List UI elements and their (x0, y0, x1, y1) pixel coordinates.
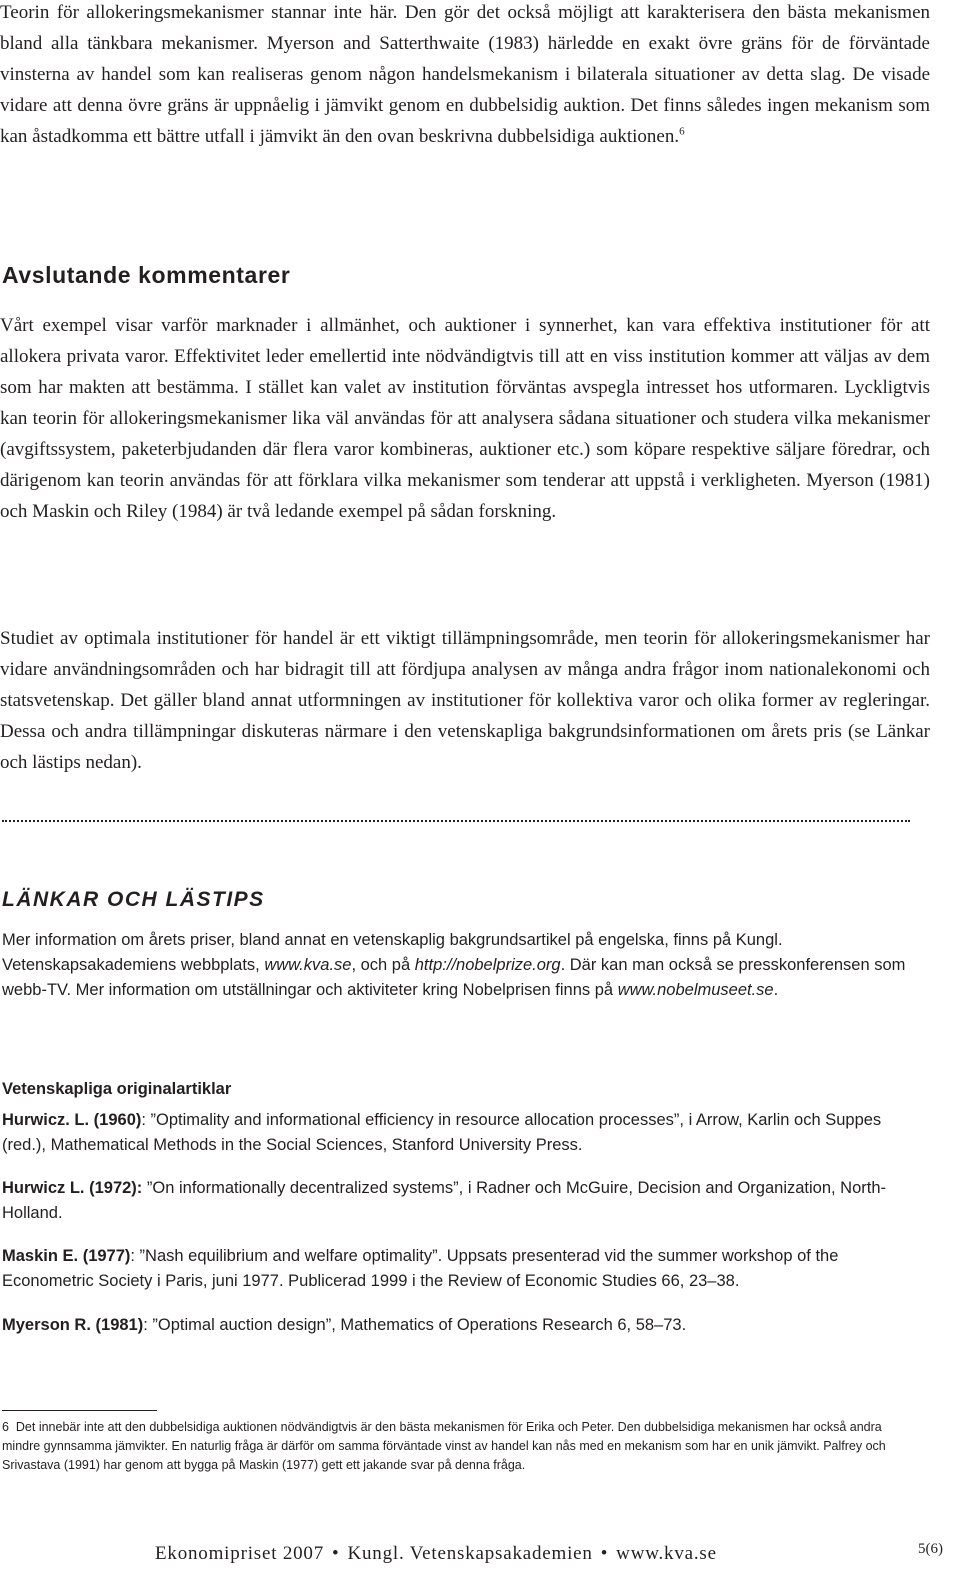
reference-item (2, 1313, 912, 1338)
page-footer (155, 1543, 717, 1565)
link-nobelprize[interactable]: http://nobelprize.org (414, 956, 561, 974)
footer-bullet: • (600, 1543, 609, 1564)
footnote-text: Det innebär inte att den dubbelsidiga auktionen nödvändigtvis är den bästa mekanismen för Erika och Peter. Den dubbelsidiga mekanismen har också andra mindre gynnsamma jämvikter. En naturlig fråga är därför om samma förväntade vinst av handel kan nås med en mekanism som har en unik jämvikt. Palfrey och Srivastava (1991) har genom att bygga på Maskin (1977) gett ett jakande svar på denna fråga. (2, 1420, 886, 1472)
body-paragraph-3: Studiet av optimala institutioner för handel är ett viktigt tillämpningsområde, men teorin för allokeringsmekanismer har vidare användningsområden och har bidragit till att fördjupa analysen av många andra frågor inom nationalekonomi och statsvetenskap. Det gäller bland annat utformningen av institutioner för kollektiva varor och olika former av regleringar. Dessa och andra tillämpningar diskuteras närmare i den vetenskapliga bakgrundsinformationen om årets pris (se Länkar och lästips nedan). (0, 628, 930, 773)
footer-bullet: • (332, 1543, 340, 1564)
reference-author: Myerson R. (1981) (2, 1316, 144, 1334)
footnote-number: 6 (2, 1420, 9, 1434)
footnote-marker[interactable]: 6 (679, 125, 685, 138)
page-number: 5(6) (918, 1541, 943, 1557)
reference-text: ”On informationally decentralized systems”, i Radner och McGuire, Decision and Organization, North-Holland. (2, 1179, 887, 1222)
dotted-divider (2, 820, 910, 822)
links-text-2: , och på (351, 956, 415, 974)
reference-item (2, 1244, 912, 1294)
paragraph-text: Teorin för allokeringsmekanismer stannar inte här. Den gör det också möjligt att karakterisera den bästa mekanismen bland alla tänkbara mekanismer. Myerson and Satterthwaite (1983) härledde en exakt övre gräns för de förväntade vinsterna av handel som kan realiseras genom någon handelsmekanism i bilaterala situationer av detta slag. De visade vidare att denna övre gräns är uppnåelig i jämvikt genom en dubbelsidig auktion. Det finns således ingen mekanism som kan åstadkomma ett bättre utfall i jämvikt än den ovan beskrivna dubbelsidiga auktionen. (0, 2, 930, 147)
links-paragraph (2, 928, 912, 1003)
link-kva[interactable]: www.kva.se (264, 956, 352, 974)
section-heading-avslutande: Avslutande kommentarer (2, 262, 291, 288)
reference-text: : ”Nash equilibrium and welfare optimality”. Uppsats presenterad vid the summer workshop of the Econometric Society i Paris, juni 1977. Publicerad 1999 i the Review of Economic Studies 66, 23–38. (2, 1247, 839, 1290)
body-paragraph-2: Vårt exempel visar varför marknader i allmänhet, och auktioner i synnerhet, kan vara effektiva institutioner för att allokera privata varor. Effektivitet leder emellertid inte nödvändigtvis till att en viss institution kommer att väljas av dem som har makten att bestämma. I stället kan valet av institution förväntas avspegla intresset hos utformaren. Lyckligtvis kan teorin för allokeringsmekanismer lika väl användas för att analysera sådana situationer och studera vilka mekanismer (avgiftssystem, paketerbjudanden där flera varor kombineras, auktioner etc.) som köpare respektive säljare föredrar, och därigenom kan teorin användas för att förklara vilka mekanismer som tenderar att uppstå i verkligheten. Myerson (1981) och Maskin och Riley (1984) är två ledande exempel på sådan forskning. (0, 315, 930, 522)
footer-url[interactable]: www.kva.se (616, 1543, 717, 1564)
reference-item (2, 1176, 912, 1226)
footnote (2, 1418, 912, 1475)
links-text-4: . (773, 981, 779, 999)
footnote-divider (2, 1410, 157, 1411)
link-nobelmuseet[interactable]: www.nobelmuseet.se (617, 981, 774, 999)
body-paragraph-1 (0, 0, 930, 152)
reference-author: Maskin E. (1977) (2, 1247, 131, 1265)
section-heading-vetenskapliga: Vetenskapliga originalartiklar (2, 1080, 232, 1098)
reference-author: Hurwicz. L. (1960) (2, 1111, 142, 1129)
reference-item (2, 1108, 912, 1158)
reference-text: : ”Optimality and informational efficiency in resource allocation processes”, i Arrow, Karlin och Suppes (red.), Mathematical Methods in the Social Sciences, Stanford University Press. (2, 1111, 882, 1154)
footer-prize: Ekonomipriset 2007 (155, 1543, 325, 1564)
section-heading-lankar: LÄNKAR OCH LÄSTIPS (2, 888, 265, 911)
links-text-3: . Där kan man också se presskonferensen som webb-TV. Mer information om utställningar och aktiviteter kring Nobelprisen finns på (2, 956, 906, 999)
footer-academy: Kungl. Vetenskapsakademien (347, 1543, 593, 1564)
links-text-1: Mer information om årets priser, bland annat en vetenskaplig bakgrundsartikel på engelska, finns på Kungl. Vetenskapsakademiens webbplats, (2, 931, 783, 974)
reference-text: : ”Optimal auction design”, Mathematics of Operations Research 6, 58–73. (143, 1316, 687, 1334)
reference-author: Hurwicz L. (1972): (2, 1179, 143, 1197)
